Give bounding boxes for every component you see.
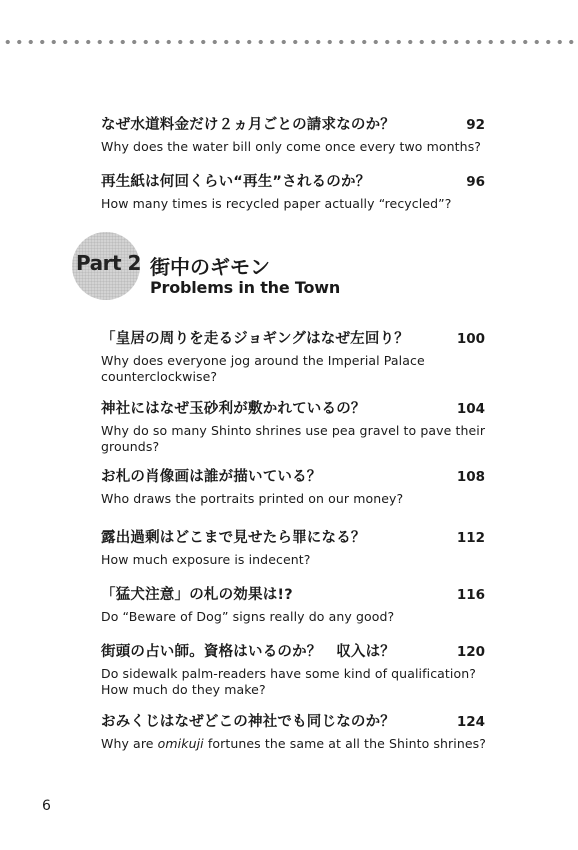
entry-title-en	[101, 736, 491, 752]
toc-entry-120[interactable]	[101, 640, 491, 698]
entry-title-en: Why does the water bill only come once every two months?	[101, 139, 482, 154]
entry-title-jp: 露出過剰はどこまで見せたら罪になる？	[101, 530, 366, 546]
toc-entry-116[interactable]	[101, 583, 491, 625]
entry-title-en-pre: Why are	[101, 736, 158, 751]
dotted-rule	[0, 36, 578, 48]
entry-page: 96	[466, 174, 485, 190]
entry-title-jp: 神社にはなぜ玉砂利が敷かれているの？	[101, 401, 366, 417]
entry-page: 112	[456, 530, 485, 546]
entry-title-en-post: fortunes the same at all the Shinto shrines?	[203, 736, 487, 751]
entry-title-jp: お札の肖像画は誰が描いている？	[101, 469, 322, 485]
toc-entry-124[interactable]	[101, 710, 491, 752]
toc-entry-92[interactable]	[101, 113, 491, 155]
entry-page: 108	[456, 469, 485, 485]
entry-page: 116	[456, 587, 485, 603]
entry-title-jp: 「猛犬注意」の札の効果は!?	[101, 587, 293, 603]
entry-title-jp: 再生紙は何回くらい“再生”されるのか？	[101, 174, 371, 190]
toc-entry-108[interactable]	[101, 465, 491, 507]
toc-entry-104[interactable]	[101, 397, 491, 455]
toc-entry-96[interactable]	[101, 170, 491, 212]
entry-title-en: Do sidewalk palm-readers have some kind of qualification? How much do they make?	[101, 666, 476, 697]
entry-page: 100	[456, 331, 485, 347]
entry-page: 104	[456, 401, 485, 417]
part-title-jp: 街中のギモン	[150, 255, 270, 279]
entry-title-en: Why do so many Shinto shrines use pea gravel to pave their grounds?	[101, 423, 486, 454]
entry-title-en: Do “Beware of Dog” signs really do any good?	[101, 609, 395, 624]
entry-title-en: Why does everyone jog around the Imperial Palace counterclockwise?	[101, 353, 425, 384]
entry-title-en: How many times is recycled paper actually “recycled”?	[101, 196, 452, 211]
entry-page: 120	[456, 644, 485, 660]
part-label: Part 2	[76, 251, 141, 275]
entry-title-jp: 「皇居の周りを走るジョギングはなぜ左回り？	[101, 331, 409, 347]
entry-title-jp: なぜ水道料金だけ２ヵ月ごとの請求なのか？	[101, 117, 395, 133]
toc-entry-112[interactable]	[101, 526, 491, 568]
toc-entry-100[interactable]	[101, 327, 491, 385]
entry-page: 124	[456, 714, 485, 730]
entry-title-en-italic: omikuji	[157, 736, 204, 751]
entry-title-en: How much exposure is indecent?	[101, 552, 311, 567]
entry-title-jp: おみくじはなぜどこの神社でも同じなのか？	[101, 714, 395, 730]
entry-page: 92	[466, 117, 485, 133]
page-number: 6	[42, 798, 51, 814]
part-title-en: Problems in the Town	[150, 278, 341, 297]
entry-title-en: Who draws the portraits printed on our money?	[101, 491, 404, 506]
entry-title-jp: 街頭の占い師。資格はいるのか？ 収入は？	[101, 644, 395, 660]
